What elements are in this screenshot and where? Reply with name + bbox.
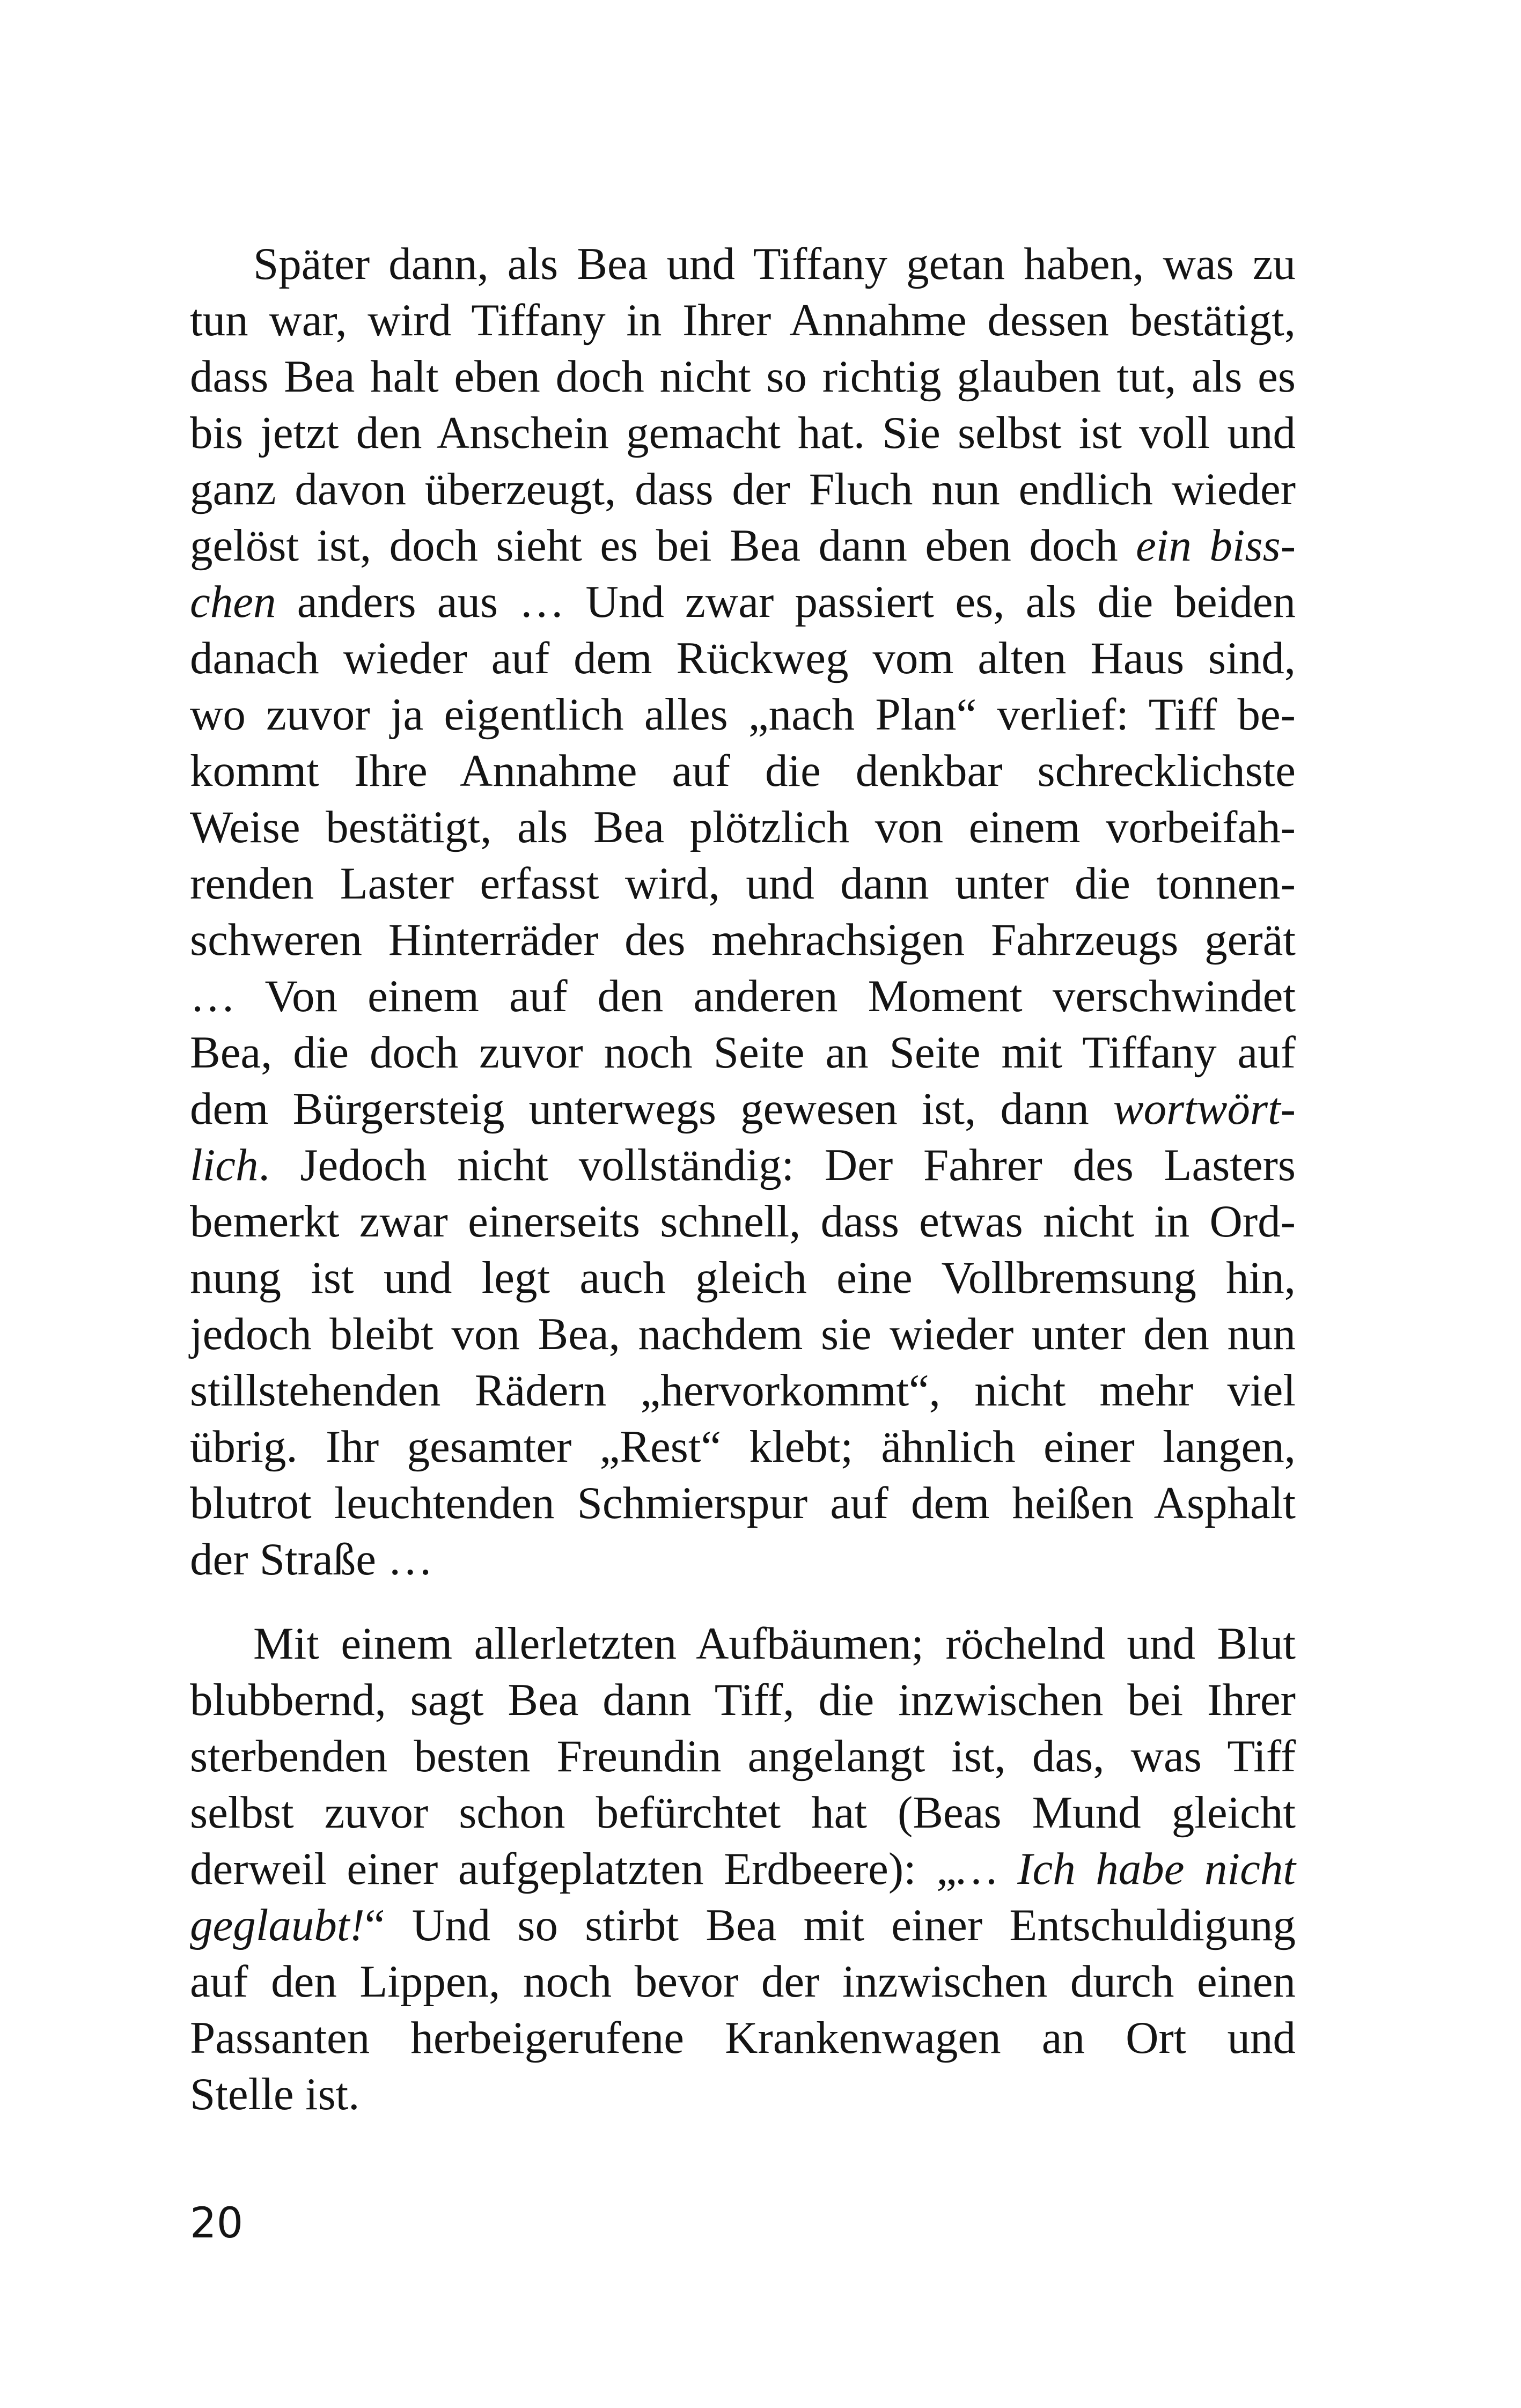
text-line: übrig. Ihr gesamter „Rest“ klebt; ähnlich einer langen, (190, 1422, 1296, 1472)
text-line: blutrot leuchtenden Schmierspur auf dem heißen Asphalt (190, 1478, 1296, 1528)
text-line: danach wieder auf dem Rückweg vom alten Haus sind, (190, 633, 1296, 683)
text-line: dass Bea halt eben doch nicht so richtig glauben tut, als es (190, 351, 1296, 402)
text-line: kommt Ihre Annahme auf die denkbar schrecklichste (190, 746, 1296, 796)
text-line: Passanten herbeigerufene Krankenwagen an Ort und (190, 2013, 1296, 2063)
text-line: gelöst ist, doch sieht es bei Bea dann eben doch ein biss- (190, 520, 1296, 571)
paragraph-1 (190, 236, 1296, 1588)
text-line: der Straße … (190, 1534, 433, 1585)
text-line: Bea, die doch zuvor noch Seite an Seite mit Tiffany auf (190, 1027, 1296, 1078)
text-line: geglaubt!“ Und so stirbt Bea mit einer Entschuldigung (190, 1900, 1296, 1950)
emphasis-text: ein biss- (1136, 520, 1296, 571)
emphasis-text: geglaubt! (190, 1900, 365, 1950)
text-line: schweren Hinterräder des mehrachsigen Fahrzeugs gerät (190, 915, 1296, 965)
text-line: tun war, wird Tiffany in Ihrer Annahme dessen bestätigt, (190, 295, 1296, 345)
emphasis-text: chen (190, 577, 276, 627)
text-line: Später dann, als Bea und Tiffany getan haben, was zu (253, 239, 1296, 289)
text-line: chen anders aus … Und zwar passiert es, als die beiden (190, 577, 1296, 627)
text-line: auf den Lippen, noch bevor der inzwischen durch einen (190, 1956, 1296, 2007)
emphasis-text: lich (190, 1140, 259, 1190)
text-line: blubbernd, sagt Bea dann Tiff, die inzwischen bei Ihrer (190, 1675, 1296, 1725)
text-line: sterbenden besten Freundin angelangt ist, das, was Tiff (190, 1731, 1296, 1781)
text-line: derweil einer aufgeplatzten Erdbeere): „… Ich habe nicht (190, 1844, 1296, 1894)
page-number: 20 (190, 2199, 244, 2248)
text-line: Stelle ist. (190, 2069, 360, 2119)
text-line: bemerkt zwar einerseits schnell, dass etwas nicht in Ord- (190, 1196, 1296, 1247)
text-line: Mit einem allerletzten Aufbäumen; röchelnd und Blut (253, 1618, 1296, 1669)
text-line: nung ist und legt auch gleich eine Vollbremsung hin, (190, 1253, 1296, 1303)
text-line: bis jetzt den Anschein gemacht hat. Sie selbst ist voll und (190, 408, 1296, 458)
text-line: renden Laster erfasst wird, und dann unter die tonnen- (190, 858, 1296, 909)
emphasis-text: wortwört- (1113, 1084, 1296, 1134)
text-line: Weise bestätigt, als Bea plötzlich von einem vorbeifah- (190, 802, 1296, 852)
text-line: dem Bürgersteig unterwegs gewesen ist, dann wortwört- (190, 1084, 1296, 1134)
emphasis-text: … Ich habe nicht (957, 1844, 1296, 1894)
text-line: jedoch bleibt von Bea, nachdem sie wieder unter den nun (190, 1309, 1296, 1359)
text-line: stillstehenden Rädern „hervorkommt“, nicht mehr viel (190, 1365, 1296, 1416)
text-line: … Von einem auf den anderen Moment verschwindet (190, 971, 1296, 1021)
text-line: wo zuvor ja eigentlich alles „nach Plan“ verlief: Tiff be- (190, 689, 1296, 740)
book-page-body (190, 236, 1296, 2123)
paragraph-2 (190, 1616, 1296, 2123)
text-line: ganz davon überzeugt, dass der Fluch nun endlich wieder (190, 464, 1296, 514)
text-line: selbst zuvor schon befürchtet hat (Beas Mund gleicht (190, 1787, 1296, 1838)
text-line: lich. Jedoch nicht vollständig: Der Fahrer des Lasters (190, 1140, 1296, 1190)
